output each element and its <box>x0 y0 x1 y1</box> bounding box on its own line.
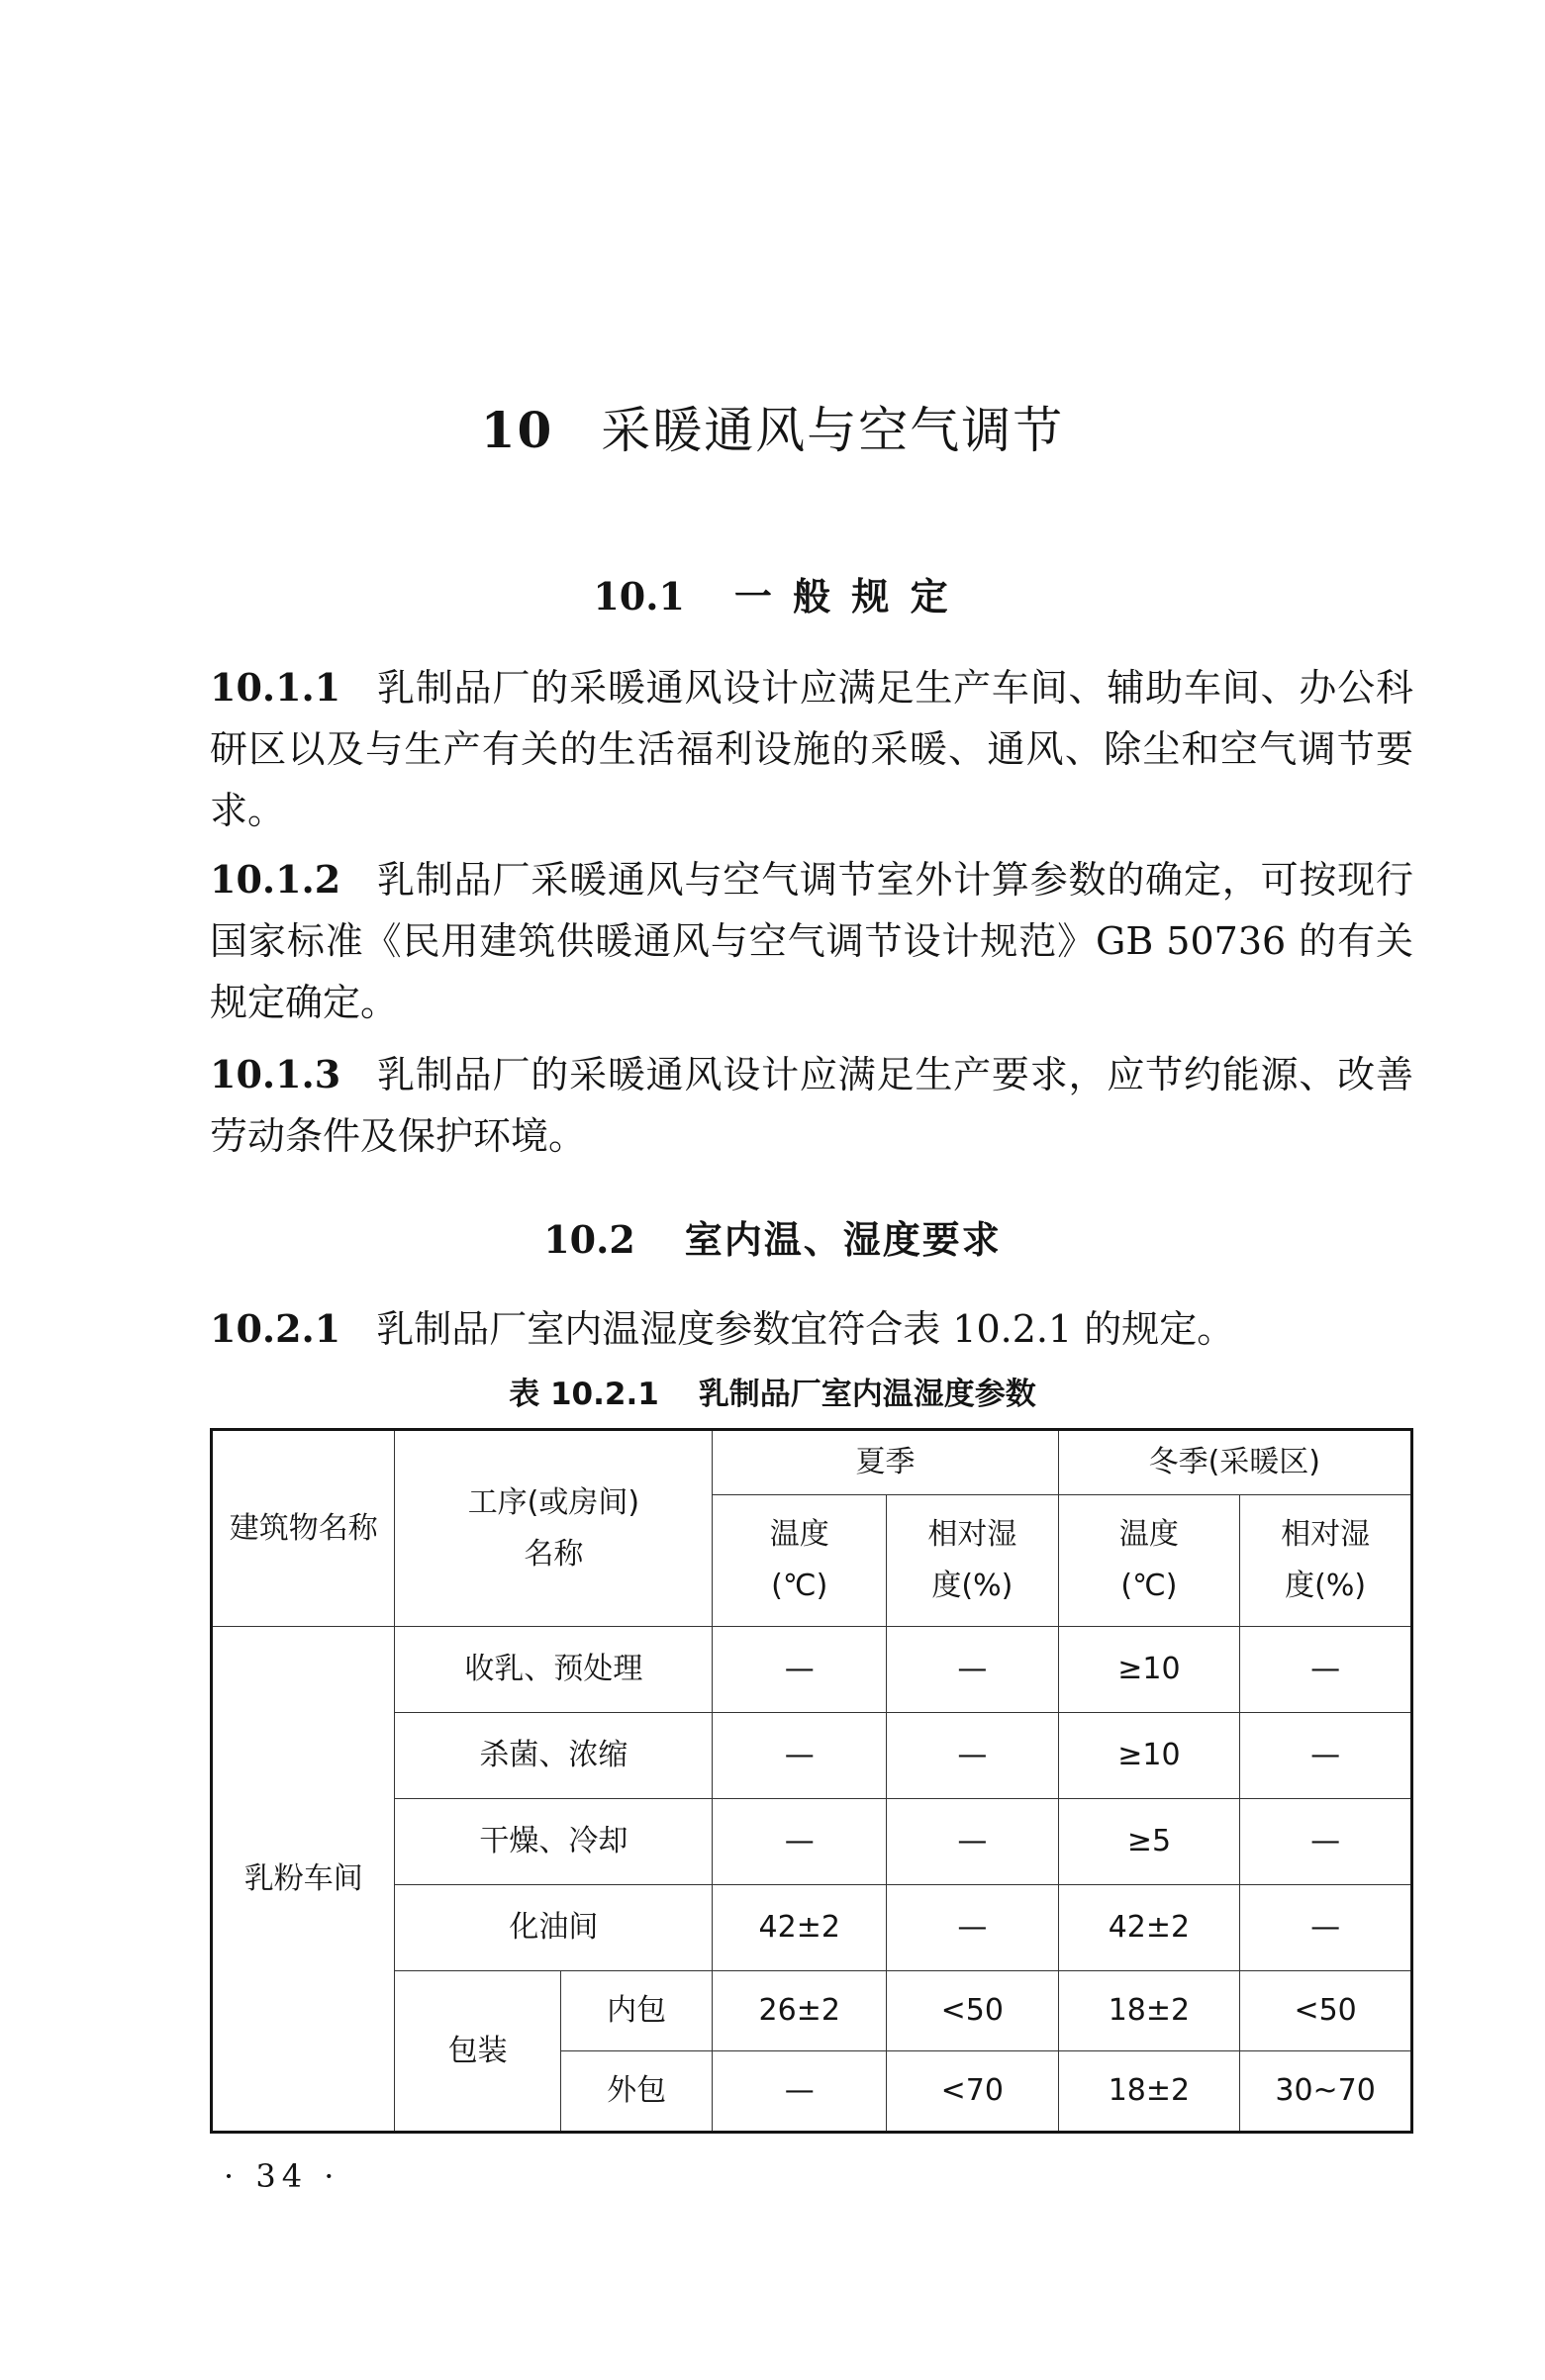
header-rh-label: 相对湿 <box>1281 1517 1371 1552</box>
summer-temp-cell: 26±2 <box>713 1971 887 2051</box>
clause-text: 乳制品厂室内温湿度参数宜符合表 10.2.1 的规定。 <box>376 1307 1235 1351</box>
clause-10-2-1 <box>210 1298 1413 1360</box>
process-cell: 化油间 <box>395 1885 713 1971</box>
clause-10-1-3 <box>210 1044 1413 1167</box>
header-summer-temperature <box>713 1495 887 1627</box>
summer-rh-cell: — <box>887 1885 1059 1971</box>
section-name: 室内温、湿度要求 <box>684 1218 1002 1262</box>
process-cell: 收乳、预处理 <box>395 1627 713 1713</box>
table-row <box>212 1627 1412 1713</box>
winter-rh-cell: <50 <box>1240 1971 1412 2051</box>
clause-text: 乳制品厂的采暖通风设计应满足生产要求，应节约能源、改善劳动条件及保护环境。 <box>210 1053 1413 1158</box>
summer-temp-cell: — <box>713 1799 887 1885</box>
process-cell: 外包 <box>560 2051 713 2133</box>
section-title-10-2 <box>0 1209 1545 1264</box>
header-rh-unit: 度(%) <box>931 1569 1014 1603</box>
header-temp-unit: (℃) <box>1120 1569 1178 1603</box>
clause-10-1-2 <box>210 849 1413 1033</box>
header-summer: 夏季 <box>713 1430 1058 1495</box>
header-process-line2: 名称 <box>524 1536 584 1571</box>
winter-temp-cell: 18±2 <box>1058 2051 1240 2133</box>
chapter-name: 采暖通风与空气调节 <box>601 402 1065 459</box>
clause-10-1-1 <box>210 657 1413 841</box>
summer-rh-cell: <70 <box>887 2051 1059 2133</box>
header-temp-unit: (℃) <box>771 1569 828 1603</box>
process-cell: 内包 <box>560 1971 713 2051</box>
chapter-title <box>0 391 1545 462</box>
winter-rh-cell: — <box>1240 1799 1412 1885</box>
winter-temp-cell: ≥10 <box>1058 1713 1240 1799</box>
section-number: 10.1 <box>593 574 685 619</box>
section-title-10-1 <box>0 566 1545 620</box>
table-header-row <box>212 1430 1412 1495</box>
section-number: 10.2 <box>543 1217 635 1262</box>
clause-text: 乳制品厂的采暖通风设计应满足生产车间、辅助车间、办公科研区以及与生产有关的生活福利设施的采暖、通风、除尘和空气调节要求。 <box>210 666 1413 832</box>
winter-temp-cell: 18±2 <box>1058 1971 1240 2051</box>
header-process-line1: 工序(或房间) <box>467 1484 640 1520</box>
table-number: 表 10.2.1 <box>509 1377 659 1412</box>
summer-rh-cell: — <box>887 1713 1059 1799</box>
page-number: · 34 · <box>224 2157 340 2195</box>
clause-number: 10.2.1 <box>210 1306 341 1351</box>
process-cell: 干燥、冷却 <box>395 1799 713 1885</box>
winter-rh-cell: — <box>1240 1713 1412 1799</box>
summer-rh-cell: — <box>887 1627 1059 1713</box>
clause-number: 10.1.3 <box>210 1052 341 1096</box>
header-winter-humidity <box>1240 1495 1412 1627</box>
clause-text: 乳制品厂采暖通风与空气调节室外计算参数的确定，可按现行国家标准《民用建筑供暖通风与空气调节设计规范》GB 50736 的有关规定确定。 <box>210 858 1413 1024</box>
table-title: 乳制品厂室内温湿度参数 <box>698 1377 1036 1412</box>
header-winter: 冬季(采暖区) <box>1058 1430 1411 1495</box>
header-building-name: 建筑物名称 <box>212 1430 395 1627</box>
group-milk-powder-workshop: 乳粉车间 <box>212 1627 395 2133</box>
clause-number: 10.1.1 <box>210 665 341 710</box>
header-winter-temperature <box>1058 1495 1240 1627</box>
header-temp-label: 温度 <box>1118 1517 1179 1552</box>
winter-rh-cell: — <box>1240 1627 1412 1713</box>
chapter-number: 10 <box>480 401 554 459</box>
subgroup-packaging: 包装 <box>395 1971 560 2133</box>
winter-temp-cell: ≥10 <box>1058 1627 1240 1713</box>
process-cell: 杀菌、浓缩 <box>395 1713 713 1799</box>
clause-number: 10.1.2 <box>210 857 341 902</box>
header-rh-label: 相对湿 <box>927 1517 1017 1552</box>
table-caption <box>0 1369 1545 1413</box>
summer-rh-cell: — <box>887 1799 1059 1885</box>
summer-temp-cell: — <box>713 1627 887 1713</box>
section-name: 一 般 规 定 <box>733 575 952 619</box>
temperature-humidity-table <box>210 1428 1413 2134</box>
summer-rh-cell: <50 <box>887 1971 1059 2051</box>
winter-rh-cell: 30~70 <box>1240 2051 1412 2133</box>
header-process-name <box>395 1430 713 1627</box>
summer-temp-cell: — <box>713 2051 887 2133</box>
winter-temp-cell: ≥5 <box>1058 1799 1240 1885</box>
summer-temp-cell: 42±2 <box>713 1885 887 1971</box>
header-summer-humidity <box>887 1495 1059 1627</box>
winter-rh-cell: — <box>1240 1885 1412 1971</box>
summer-temp-cell: — <box>713 1713 887 1799</box>
header-temp-label: 温度 <box>769 1517 829 1552</box>
winter-temp-cell: 42±2 <box>1058 1885 1240 1971</box>
header-rh-unit: 度(%) <box>1285 1569 1367 1603</box>
